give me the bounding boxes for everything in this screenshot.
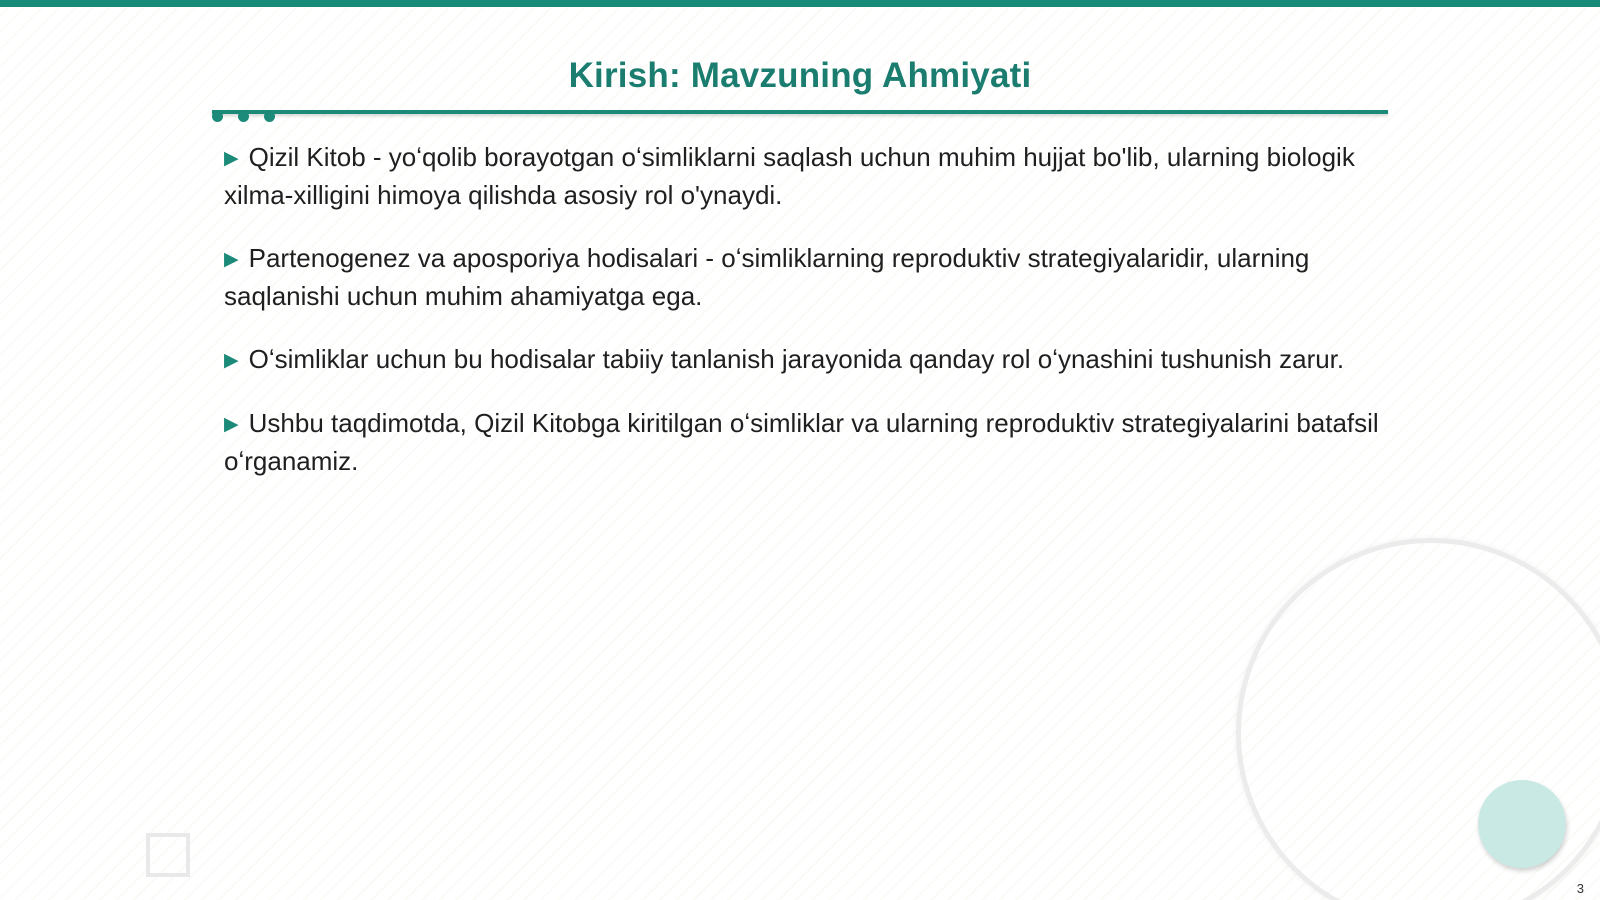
decor-square xyxy=(146,833,190,877)
title-underline xyxy=(212,110,1388,114)
page-number: 3 xyxy=(1576,881,1584,896)
slide-title: Kirish: Mavzuning Ahmiyati xyxy=(568,56,1032,95)
triangle-bullet-icon: ▶ xyxy=(224,249,239,270)
triangle-bullet-icon: ▶ xyxy=(224,414,239,435)
bullet-item xyxy=(224,405,1394,480)
bullet-text: Qizil Kitob - yoʻqolib borayotgan oʻsimliklarni saqlash uchun muhim hujjat bo'lib, ularning biologik xilma-xilligini himoya qilishda asosiy rol o'ynaydi. xyxy=(224,142,1355,210)
top-accent-bar xyxy=(0,0,1600,7)
bullet-text: Oʻsimliklar uchun bu hodisalar tabiiy tanlanish jarayonida qanday rol oʻynashini tushunish zarur. xyxy=(248,344,1345,374)
decor-dot xyxy=(264,111,275,122)
bullet-text: Ushbu taqdimotda, Qizil Kitobga kiritilgan oʻsimliklar va ularning reproduktiv strategiyalarini batafsil oʻrganamiz. xyxy=(224,408,1379,476)
bullet-item xyxy=(224,240,1394,315)
decor-dot xyxy=(238,111,249,122)
bullet-text: Partenogenez va aposporiya hodisalari - oʻsimliklarning reproduktiv strategiyalaridir, ularning saqlanishi uchun muhim ahamiyatga ega. xyxy=(224,243,1310,311)
decor-dot xyxy=(212,111,223,122)
bullet-item xyxy=(224,139,1394,214)
bullet-item xyxy=(224,341,1394,379)
decor-circle xyxy=(1478,780,1566,868)
triangle-bullet-icon: ▶ xyxy=(224,148,239,169)
triangle-bullet-icon: ▶ xyxy=(224,350,239,371)
bullet-list xyxy=(224,139,1394,506)
